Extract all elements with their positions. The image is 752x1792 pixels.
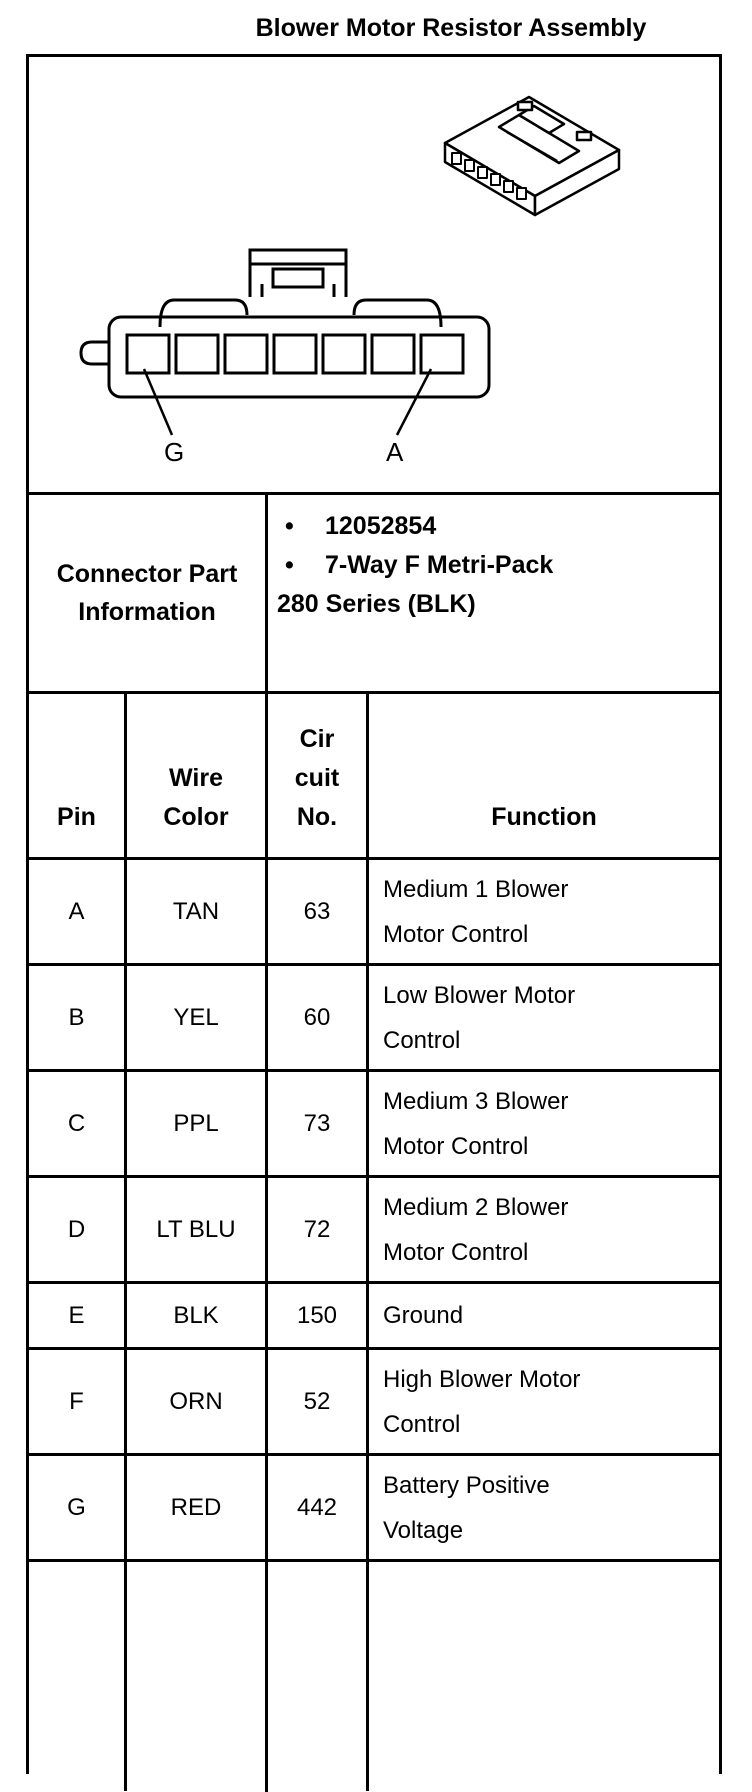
- row-d-circuit: 72: [303, 1215, 331, 1243]
- row-g-function-line2: Voltage: [383, 1516, 464, 1544]
- row-d-function-line2: Motor Control: [383, 1238, 529, 1266]
- row-f-function-line2: Control: [383, 1410, 461, 1438]
- row-e-pin: E: [68, 1301, 85, 1329]
- connector-part-info-value: [277, 507, 687, 624]
- row-g-pin: G: [67, 1493, 86, 1521]
- row-c-function-line2: Motor Control: [383, 1132, 529, 1160]
- row-a-function-line1: Medium 1 Blower: [383, 875, 569, 903]
- pin-cavities: [127, 335, 463, 373]
- row-e-wire: BLK: [173, 1301, 219, 1329]
- part-number: 12052854: [325, 512, 437, 540]
- row-b-function-line2: Control: [383, 1026, 461, 1054]
- row-d-pin: D: [67, 1215, 86, 1243]
- connector-latch: [160, 250, 441, 327]
- header-cir-line3: No.: [296, 803, 338, 831]
- row-g-wire: RED: [170, 1493, 222, 1521]
- connector-sheet: [26, 54, 722, 1774]
- connector-label-line2: Information: [78, 598, 216, 626]
- row-c-function-line1: Medium 3 Blower: [383, 1087, 569, 1115]
- row-f-wire: ORN: [169, 1387, 223, 1415]
- connector-diagram: [29, 57, 719, 557]
- row-g-function-line1: Battery Positive: [383, 1471, 550, 1499]
- header-circuit-no: [268, 694, 366, 857]
- header-wire-color: [127, 694, 265, 857]
- connector-part-info-label: [29, 495, 265, 691]
- row-f-pin: F: [69, 1387, 84, 1415]
- header-pin: [29, 694, 124, 857]
- pin-leader-lines: [144, 369, 431, 435]
- row-b-function-line1: Low Blower Motor: [383, 981, 576, 1009]
- row-a-function: [369, 860, 719, 963]
- row-e-function-line1: Ground: [383, 1302, 464, 1329]
- pin-cavity-c: [323, 335, 365, 373]
- pin-cavity-d: [274, 335, 316, 373]
- header-pin-text: Pin: [57, 803, 96, 831]
- pin-cavity-g: [127, 335, 169, 373]
- row-c-circuit: 73: [303, 1109, 331, 1137]
- pin-label-g: G: [164, 437, 185, 467]
- divider-row-g: [29, 1559, 719, 1562]
- header-wire-line1: Wire: [169, 764, 223, 792]
- header-cir-line1: Cir: [299, 725, 335, 753]
- connector-body: [81, 317, 489, 397]
- row-f-function: [369, 1350, 719, 1453]
- connector-type-bullet: • 7-Way F Metri-Pack: [285, 551, 554, 579]
- page-title: Blower Motor Resistor Assembly: [255, 14, 647, 42]
- connector-isometric-view: [445, 97, 619, 215]
- header-function: [369, 694, 719, 857]
- row-c-pin: C: [67, 1109, 86, 1137]
- row-a-circuit: 63: [303, 897, 331, 925]
- pin-cavity-f: [176, 335, 218, 373]
- row-c-wire: PPL: [173, 1109, 219, 1137]
- row-a-pin: A: [68, 897, 85, 925]
- row-d-function: [369, 1178, 719, 1281]
- row-f-function-line1: High Blower Motor: [383, 1365, 581, 1393]
- row-a-function-line2: Motor Control: [383, 920, 529, 948]
- row-b-function: [369, 966, 719, 1069]
- row-g-function: [369, 1456, 719, 1559]
- row-e-circuit: 150: [296, 1301, 338, 1329]
- row-d-function-line1: Medium 2 Blower: [383, 1193, 569, 1221]
- row-a-wire: TAN: [172, 897, 220, 925]
- header-wire-line2: Color: [163, 803, 229, 831]
- header-function-text: Function: [491, 803, 597, 831]
- row-b-circuit: 60: [303, 1003, 331, 1031]
- connector-label-line1: Connector Part: [56, 560, 238, 588]
- row-e-function: [369, 1284, 719, 1347]
- row-b-wire: YEL: [173, 1003, 219, 1031]
- part-number-bullet: • 12052854: [285, 512, 437, 540]
- pin-cavity-b: [372, 335, 414, 373]
- row-c-function: [369, 1072, 719, 1175]
- row-d-wire: LT BLU: [156, 1215, 236, 1243]
- row-g-circuit: 442: [296, 1493, 338, 1521]
- header-cir-line2: cuit: [294, 764, 340, 792]
- pin-cavity-a: [421, 335, 463, 373]
- connector-series: 280 Series (BLK): [277, 590, 476, 618]
- pin-label-a: A: [386, 437, 404, 467]
- row-b-pin: B: [68, 1003, 85, 1031]
- connector-type: 7-Way F Metri-Pack: [325, 551, 554, 579]
- pin-cavity-e: [225, 335, 267, 373]
- row-f-circuit: 52: [303, 1387, 331, 1415]
